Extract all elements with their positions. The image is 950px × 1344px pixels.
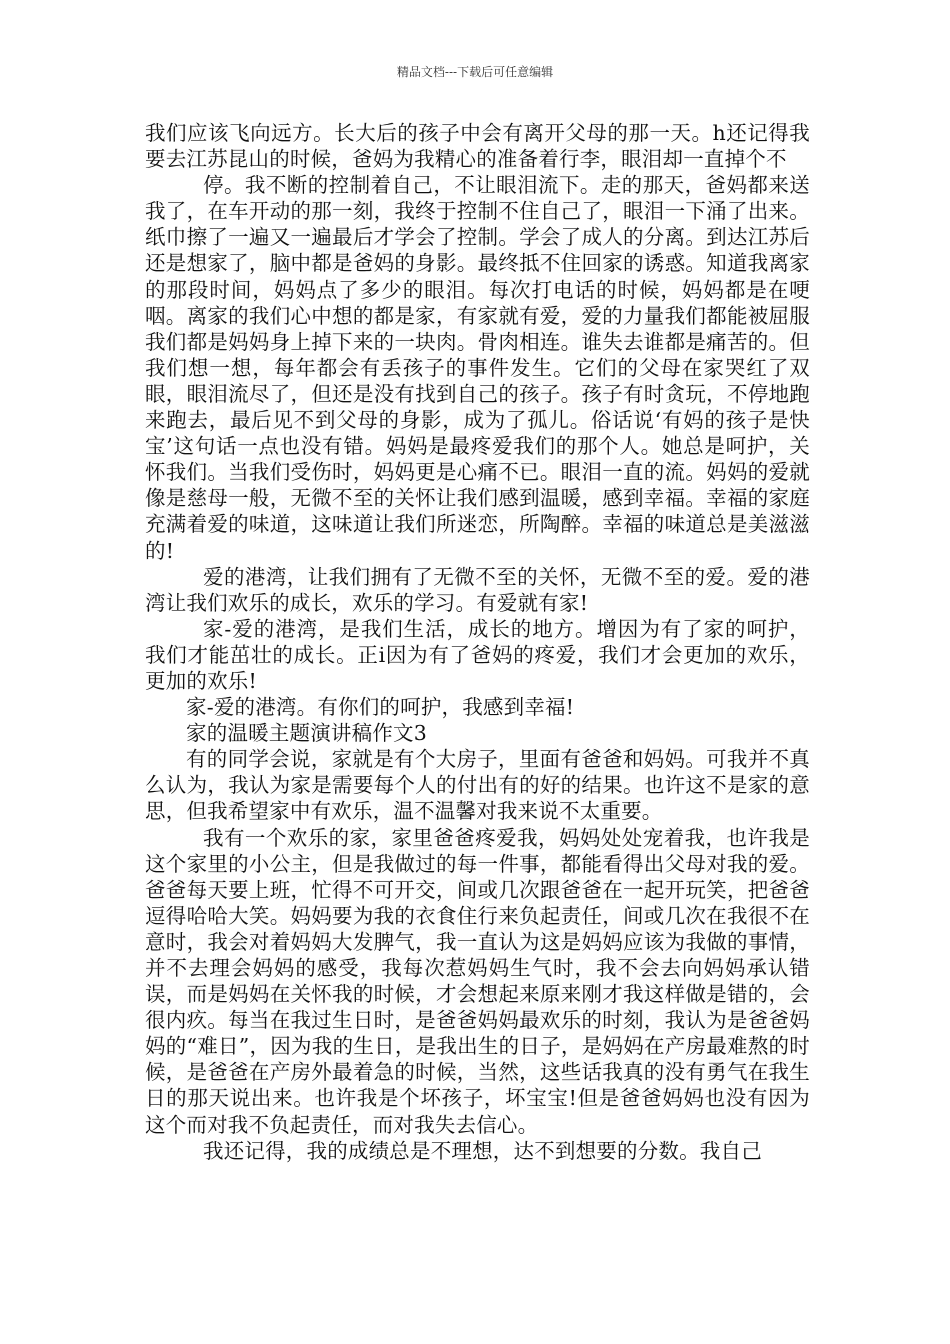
paragraph: 停。我不断的控制着自己，不让眼泪流下。走的那天，爸妈都来送我了，在车开动的那一刻，我终于控制不住自己了，眼泪一下涌了出来。纸巾擦了一遍又一遍最后才学会了控制。学会了成人的分离。到达江苏后还是想家了，脑中都是爸妈的身影。最终抵不住回家的诱惑。知道我离家的那段时间，妈妈点了多少的眼泪。每次打电话的时候，妈妈都是在哽咽。离家的我们心中想的都是家，有家就有爱，爱的力量我们都能被屈服我们都是妈妈身上掉下来的一块肉。骨肉相连。谁失去谁都是痛苦的。但我们想一想，每年都会有丢孩子的事件发生。它们的父母在家哭红了双眼，眼泪流尽了，但还是没有找到自己的孩子。孩子有时贪玩，不停地跑来跑去，最后见不到父母的身影，成为了孤儿。俗话说‘有妈的孩子是快宝’这句话一点也没有错。妈妈是最疼爱我们的那个人。她总是呵护，关怀我们。当我们受伤时，妈妈更是心痛不已。眼泪一直的流。妈妈的爱就像是慈母一般，无微不至的关怀让我们感到温暖，感到幸福。幸福的家庭充满着爱的味道，这味道让我们所迷恋，所陶醉。幸福的味道总是美滋滋的! xyxy=(145,173,810,563)
paragraph: 有的同学会说，家就是有个大房子，里面有爸爸和妈妈。可我并不真么认为，我认为家是需要每个人的付出有的好的结果。也许这不是家的意思，但我希望家中有欢乐，温不温馨对我来说不太重要。 xyxy=(145,747,810,824)
paragraph: 家-爱的港湾。有你们的呵护，我感到幸福! xyxy=(186,695,575,720)
paragraph: 我有一个欢乐的家，家里爸爸疼爱我，妈妈处处宠着我，也许我是这个家里的小公主，但是我做过的每一件事，都能看得出父母对我的爱。爸爸每天要上班，忙得不可开交，间或几次跟爸爸在一起开玩笑，把爸爸逗得哈哈大笑。妈妈要为我的衣食住行来负起责任，间或几次在我很不在意时，我会对着妈妈大发脾气，我一直认为这是妈妈应该为我做的事情，并不去理会妈妈的感受，我每次惹妈妈生气时，我不会去向妈妈承认错误，而是妈妈在关怀我的时候，才会想起来原来刚才我这样做是错的，会很内疚。每当在我过生日时，是爸爸妈妈最欢乐的时刻，我认为是爸爸妈妈的“难日”，因为我的生日，是我出生的日子，是妈妈在产房最难熬的时候，是爸爸在产房外最着急的时候，当然，这些话我真的没有勇气在我生日的那天说出来。也许我是个坏孩子，坏宝宝!但是爸爸妈妈也没有因为这个而对我不负起责任，而对我失去信心。 xyxy=(145,825,810,1137)
paragraph: 家-爱的港湾，是我们生活，成长的地方。增因为有了家的呵护，我们才能茁壮的成长。正i因为有了爸妈的疼爱，我们才会更加的欢乐，更加的欢乐! xyxy=(145,616,810,693)
section-heading: 家的温暖主题演讲稿作文3 xyxy=(186,721,427,746)
document-body xyxy=(145,120,810,1164)
paragraph: 我们应该飞向远方。长大后的孩子中会有离开父母的那一天。h还记得我要去江苏昆山的时候，爸妈为我精心的准备着行李，眼泪却一直掉个不 xyxy=(145,121,810,172)
paragraph: 爱的港湾，让我们拥有了无微不至的关怀，无微不至的爱。爱的港湾让我们欢乐的成长，欢乐的学习。有爱就有家! xyxy=(145,564,810,615)
paragraph: 我还记得，我的成绩总是不理想，达不到想要的分数。我自己 xyxy=(203,1138,762,1163)
page-header: 精品文档---下载后可任意编辑 xyxy=(396,65,554,79)
